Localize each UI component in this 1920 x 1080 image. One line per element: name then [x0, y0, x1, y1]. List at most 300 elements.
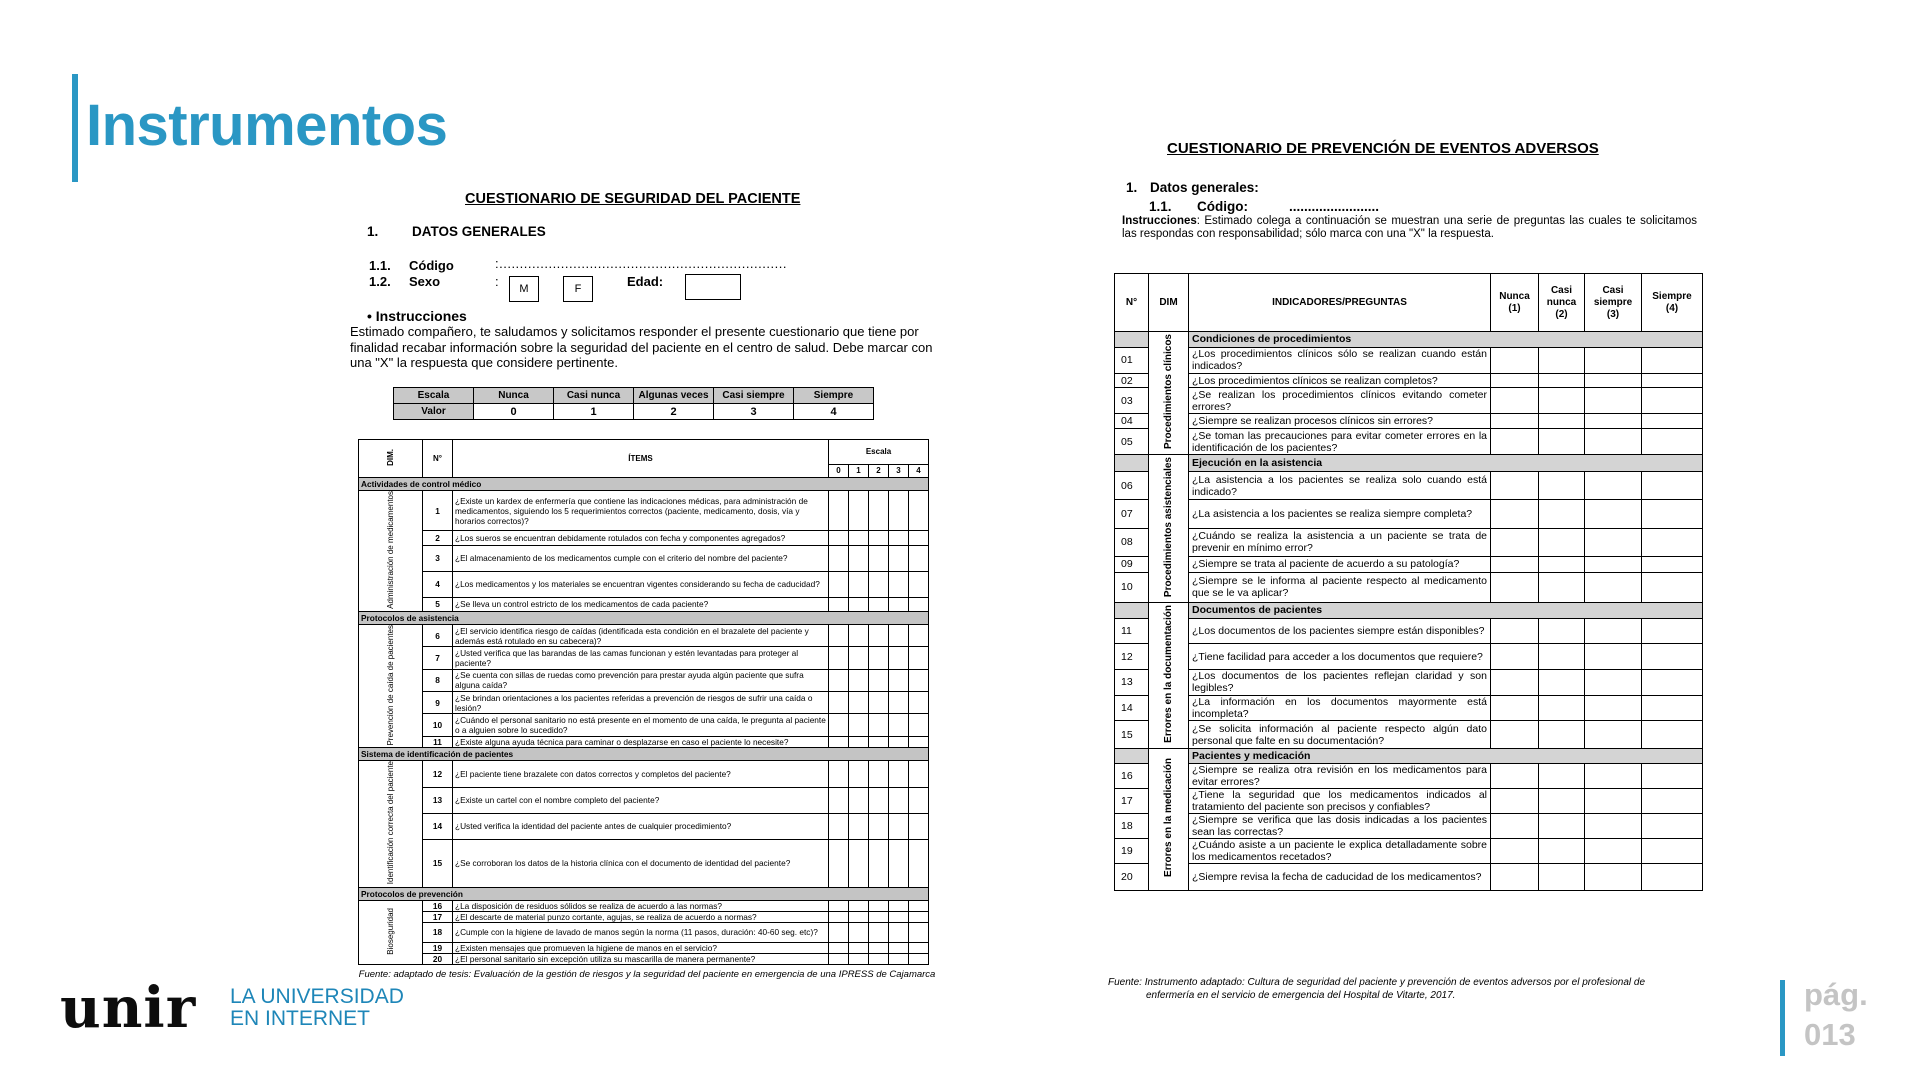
- item-question: ¿Los procedimientos clínicos se realizan completos?: [1189, 373, 1491, 388]
- answer-cell[interactable]: [909, 545, 929, 571]
- answer-cell[interactable]: [1539, 556, 1585, 572]
- answer-cell[interactable]: [889, 647, 909, 669]
- answer-cell[interactable]: [1491, 669, 1539, 695]
- answer-cell[interactable]: [869, 900, 889, 911]
- answer-cell[interactable]: [1491, 388, 1539, 414]
- answer-cell[interactable]: [889, 942, 909, 953]
- answer-cell[interactable]: [889, 624, 909, 646]
- answer-cell[interactable]: [1642, 618, 1703, 644]
- answer-cell[interactable]: [909, 624, 929, 646]
- answer-cell[interactable]: [849, 813, 869, 839]
- answer-cell[interactable]: [849, 953, 869, 964]
- right-source-line1: Fuente: Instrumento adaptado: Cultura de seguridad del paciente y prevención de eventos adversos por el profesional de: [1108, 977, 1646, 988]
- left-code-number: 1.1.: [369, 258, 391, 273]
- answer-cell[interactable]: [1491, 813, 1539, 838]
- item-number: 8: [423, 669, 453, 691]
- answer-cell[interactable]: [1642, 863, 1703, 890]
- answer-cell[interactable]: [829, 911, 849, 922]
- answer-cell[interactable]: [909, 647, 929, 669]
- answer-cell[interactable]: [869, 942, 889, 953]
- answer-cell[interactable]: [889, 839, 909, 887]
- right-col-casi-nunca: Casi nunca (2): [1539, 274, 1585, 332]
- item-number: 11: [1115, 618, 1149, 644]
- dimension-label: Errores en la documentación: [1162, 605, 1174, 743]
- answer-cell[interactable]: [1539, 644, 1585, 670]
- item-number: 1: [423, 491, 453, 531]
- answer-cell[interactable]: [1539, 500, 1585, 528]
- item-question: ¿Existe un kardex de enfermería que contiene las indicaciones médicas, para administración de medicamentos, siguiendo los 5 requerimientos correctos (paciente, medicamento, dosis, vía y horarios correctos)?: [453, 491, 829, 531]
- group-title: Protocolos de asistencia: [359, 611, 929, 624]
- item-question: ¿Cumple con la higiene de lavado de manos según la norma (11 pasos, duración: 40-60 seg. etc)?: [453, 922, 829, 942]
- item-question: ¿Se corroboran los datos de la historia clínica con el documento de identidad del paciente?: [453, 839, 829, 887]
- answer-cell[interactable]: [849, 942, 869, 953]
- right-doc-title: CUESTIONARIO DE PREVENCIÓN DE EVENTOS ADVERSOS: [1167, 140, 1599, 157]
- right-source-line2: enfermería en el servicio de emergencia del Hospital de Vitarte, 2017.: [1146, 990, 1456, 1001]
- answer-cell[interactable]: [829, 953, 849, 964]
- item-number: 12: [423, 761, 453, 787]
- answer-cell[interactable]: [1539, 428, 1585, 454]
- scale-header: Nunca: [474, 388, 554, 404]
- answer-cell[interactable]: [1539, 813, 1585, 838]
- answer-cell[interactable]: [869, 787, 889, 813]
- answer-cell[interactable]: [829, 787, 849, 813]
- answer-cell[interactable]: [869, 597, 889, 611]
- right-col-dim: DIM: [1149, 274, 1189, 332]
- answer-cell[interactable]: [1642, 472, 1703, 500]
- item-number: 11: [423, 736, 453, 748]
- group-row: [359, 478, 929, 491]
- table-row: [359, 900, 929, 911]
- right-col-num: N°: [1115, 274, 1149, 332]
- item-question: ¿Se cuenta con sillas de ruedas como prevención para prestar ayuda algún paciente que sufra alguna caída?: [453, 669, 829, 691]
- answer-cell[interactable]: [1539, 618, 1585, 644]
- answer-cell[interactable]: [829, 491, 849, 531]
- table-row: [359, 624, 929, 646]
- answer-cell[interactable]: [889, 669, 909, 691]
- answer-cell[interactable]: [1539, 572, 1585, 603]
- answer-cell[interactable]: [1491, 572, 1539, 603]
- answer-cell[interactable]: [1642, 373, 1703, 388]
- answer-cell[interactable]: [889, 714, 909, 736]
- slide-title: Instrumentos: [86, 93, 448, 158]
- scale-col-header: 2: [869, 465, 889, 478]
- answer-cell[interactable]: [1491, 763, 1539, 788]
- answer-cell[interactable]: [1642, 500, 1703, 528]
- item-question: ¿Siempre se realizan procesos clínicos sin errores?: [1189, 414, 1491, 429]
- dimension-cell: [1149, 748, 1189, 890]
- scale-value: 1: [554, 404, 634, 420]
- answer-cell[interactable]: [889, 736, 909, 748]
- answer-cell[interactable]: [889, 787, 909, 813]
- table-row: [359, 911, 929, 922]
- answer-cell[interactable]: [849, 911, 869, 922]
- scale-value: 4: [794, 404, 874, 420]
- answer-cell[interactable]: [869, 761, 889, 787]
- answer-cell[interactable]: [1642, 556, 1703, 572]
- answer-cell[interactable]: [849, 597, 869, 611]
- answer-cell[interactable]: [1585, 721, 1642, 749]
- group-spacer: [1115, 748, 1149, 763]
- table-row: [359, 813, 929, 839]
- answer-cell[interactable]: [1539, 373, 1585, 388]
- answer-cell[interactable]: [1491, 472, 1539, 500]
- right-col-nunca: Nunca (1): [1491, 274, 1539, 332]
- answer-cell[interactable]: [869, 911, 889, 922]
- answer-cell[interactable]: [829, 813, 849, 839]
- answer-cell[interactable]: [869, 545, 889, 571]
- answer-cell[interactable]: [869, 571, 889, 597]
- answer-cell[interactable]: [1539, 763, 1585, 788]
- answer-cell[interactable]: [909, 491, 929, 531]
- answer-cell[interactable]: [869, 714, 889, 736]
- answer-cell[interactable]: [1585, 373, 1642, 388]
- answer-cell[interactable]: [1491, 863, 1539, 890]
- dimension-label: Errores en la medicación: [1162, 758, 1174, 878]
- right-col-casi-siempre: Casi siempre (3): [1585, 274, 1642, 332]
- answer-cell[interactable]: [1491, 721, 1539, 749]
- answer-cell[interactable]: [909, 761, 929, 787]
- answer-cell[interactable]: [909, 813, 929, 839]
- group-title: Pacientes y medicación: [1189, 748, 1703, 763]
- answer-cell[interactable]: [1585, 763, 1642, 788]
- answer-cell[interactable]: [829, 922, 849, 942]
- answer-cell[interactable]: [849, 900, 869, 911]
- answer-cell[interactable]: [1491, 788, 1539, 813]
- answer-cell[interactable]: [1642, 721, 1703, 749]
- group-row: [1115, 332, 1703, 348]
- answer-cell[interactable]: [829, 714, 849, 736]
- answer-cell[interactable]: [829, 761, 849, 787]
- answer-cell[interactable]: [889, 813, 909, 839]
- item-number: 20: [423, 953, 453, 964]
- answer-cell[interactable]: [1642, 788, 1703, 813]
- answer-cell[interactable]: [829, 900, 849, 911]
- answer-cell[interactable]: [1585, 572, 1642, 603]
- item-question: ¿La asistencia a los pacientes se realiza solo cuando está indicado?: [1189, 472, 1491, 500]
- answer-cell[interactable]: [909, 942, 929, 953]
- table-row: [359, 491, 929, 531]
- item-number: 6: [423, 624, 453, 646]
- answer-cell[interactable]: [1539, 528, 1585, 556]
- col-items-header: ÍTEMS: [453, 440, 829, 478]
- answer-cell[interactable]: [869, 491, 889, 531]
- answer-cell[interactable]: [829, 531, 849, 545]
- dimension-label: Prevención de caída de pacientes: [385, 624, 395, 746]
- answer-cell[interactable]: [1585, 644, 1642, 670]
- answer-cell[interactable]: [849, 736, 869, 748]
- answer-cell[interactable]: [889, 911, 909, 922]
- group-spacer: [1115, 603, 1149, 618]
- answer-cell[interactable]: [889, 761, 909, 787]
- answer-cell[interactable]: [889, 691, 909, 713]
- table-row: [1115, 695, 1703, 721]
- answer-cell[interactable]: [889, 571, 909, 597]
- sex-f-box: F: [563, 276, 593, 302]
- group-row: [1115, 603, 1703, 618]
- answer-cell[interactable]: [849, 691, 869, 713]
- table-row: [1115, 414, 1703, 429]
- answer-cell[interactable]: [1539, 388, 1585, 414]
- answer-cell[interactable]: [1491, 695, 1539, 721]
- item-number: 15: [423, 839, 453, 887]
- item-question: ¿Siempre se le informa al paciente respecto al medicamento que se le va aplicar?: [1189, 572, 1491, 603]
- group-spacer: [1115, 332, 1149, 348]
- answer-cell[interactable]: [889, 491, 909, 531]
- item-number: 06: [1115, 472, 1149, 500]
- item-question: ¿El personal sanitario sin excepción utiliza su mascarilla de manera permanente?: [453, 953, 829, 964]
- answer-cell[interactable]: [1491, 556, 1539, 572]
- answer-cell[interactable]: [1585, 528, 1642, 556]
- group-title: Sistema de identificación de pacientes: [359, 748, 929, 761]
- answer-cell[interactable]: [1642, 528, 1703, 556]
- answer-cell[interactable]: [849, 571, 869, 597]
- answer-cell[interactable]: [829, 839, 849, 887]
- scale-header: Casi nunca: [554, 388, 634, 404]
- answer-cell[interactable]: [1491, 838, 1539, 863]
- answer-cell[interactable]: [909, 669, 929, 691]
- item-number: 13: [423, 787, 453, 813]
- answer-cell[interactable]: [909, 787, 929, 813]
- answer-cell[interactable]: [889, 597, 909, 611]
- answer-cell[interactable]: [849, 761, 869, 787]
- answer-cell[interactable]: [869, 669, 889, 691]
- left-section-number: 1.: [367, 224, 379, 239]
- answer-cell[interactable]: [1642, 388, 1703, 414]
- table-row: [1115, 572, 1703, 603]
- logo-tagline-line2: EN INTERNET: [230, 1007, 371, 1030]
- answer-cell[interactable]: [849, 647, 869, 669]
- item-question: ¿Existe alguna ayuda técnica para caminar o desplazarse en caso el paciente lo necesite?: [453, 736, 829, 748]
- answer-cell[interactable]: [1539, 669, 1585, 695]
- answer-cell[interactable]: [869, 813, 889, 839]
- table-row: [359, 787, 929, 813]
- answer-cell[interactable]: [1642, 669, 1703, 695]
- group-title: Protocolos de prevención: [359, 887, 929, 900]
- answer-cell[interactable]: [1491, 528, 1539, 556]
- scale-value: 3: [714, 404, 794, 420]
- table-row: [359, 691, 929, 713]
- left-sex-colon: :: [495, 274, 499, 289]
- answer-cell[interactable]: [1585, 788, 1642, 813]
- item-question: ¿Se realizan los procedimientos clínicos evitando cometer errores?: [1189, 388, 1491, 414]
- answer-cell[interactable]: [829, 624, 849, 646]
- answer-cell[interactable]: [909, 597, 929, 611]
- answer-cell[interactable]: [849, 787, 869, 813]
- answer-cell[interactable]: [1539, 838, 1585, 863]
- left-section-label: DATOS GENERALES: [412, 224, 546, 239]
- item-number: 01: [1115, 347, 1149, 373]
- answer-cell[interactable]: [1539, 721, 1585, 749]
- item-question: ¿Los procedimientos clínicos sólo se realizan cuando están indicados?: [1189, 347, 1491, 373]
- table-row: [359, 647, 929, 669]
- answer-cell[interactable]: [1585, 618, 1642, 644]
- answer-cell[interactable]: [849, 545, 869, 571]
- table-row: [1115, 788, 1703, 813]
- item-question: ¿Existe un cartel con el nombre completo del paciente?: [453, 787, 829, 813]
- dimension-label: Administración de medicamentos: [385, 491, 395, 609]
- answer-cell[interactable]: [909, 900, 929, 911]
- answer-cell[interactable]: [1539, 414, 1585, 429]
- answer-cell[interactable]: [829, 669, 849, 691]
- answer-cell[interactable]: [1539, 347, 1585, 373]
- answer-cell[interactable]: [849, 531, 869, 545]
- right-instructions-label: Instrucciones: [1122, 215, 1197, 227]
- answer-cell[interactable]: [889, 531, 909, 545]
- answer-cell[interactable]: [1585, 695, 1642, 721]
- answer-cell[interactable]: [909, 839, 929, 887]
- answer-cell[interactable]: [849, 669, 869, 691]
- answer-cell[interactable]: [1585, 388, 1642, 414]
- item-question: ¿Existen mensajes que promueven la higiene de manos en el servicio?: [453, 942, 829, 953]
- answer-cell[interactable]: [909, 714, 929, 736]
- answer-cell[interactable]: [909, 571, 929, 597]
- answer-cell[interactable]: [1539, 472, 1585, 500]
- item-question: ¿Cuándo se realiza la asistencia a un paciente se trata de prevenir en mínimo error?: [1189, 528, 1491, 556]
- answer-cell[interactable]: [1585, 472, 1642, 500]
- table-row: [1115, 618, 1703, 644]
- item-question: ¿Tiene la seguridad que los medicamentos indicados al tratamiento del paciente son precisos y confiables?: [1189, 788, 1491, 813]
- table-row: [1115, 373, 1703, 388]
- logo-tagline: [230, 986, 430, 1030]
- scale-col-header: 0: [829, 465, 849, 478]
- answer-cell[interactable]: [1642, 428, 1703, 454]
- answer-cell[interactable]: [849, 624, 869, 646]
- item-number: 07: [1115, 500, 1149, 528]
- answer-cell[interactable]: [829, 647, 849, 669]
- table-row: [359, 761, 929, 787]
- answer-cell[interactable]: [829, 736, 849, 748]
- answer-cell[interactable]: [1491, 347, 1539, 373]
- answer-cell[interactable]: [869, 624, 889, 646]
- answer-cell[interactable]: [889, 545, 909, 571]
- table-row: [1115, 347, 1703, 373]
- answer-cell[interactable]: [1585, 838, 1642, 863]
- answer-cell[interactable]: [829, 597, 849, 611]
- answer-cell[interactable]: [1642, 414, 1703, 429]
- item-question: ¿Siempre se verifica que las dosis indicadas a los pacientes sean las correctas?: [1189, 813, 1491, 838]
- answer-cell[interactable]: [909, 691, 929, 713]
- answer-cell[interactable]: [1642, 695, 1703, 721]
- answer-cell[interactable]: [1585, 414, 1642, 429]
- table-row: [1115, 721, 1703, 749]
- answer-cell[interactable]: [909, 736, 929, 748]
- answer-cell[interactable]: [829, 571, 849, 597]
- answer-cell[interactable]: [909, 953, 929, 964]
- answer-cell[interactable]: [1585, 500, 1642, 528]
- answer-cell[interactable]: [869, 922, 889, 942]
- item-number: 15: [1115, 721, 1149, 749]
- answer-cell[interactable]: [849, 714, 869, 736]
- answer-cell[interactable]: [869, 736, 889, 748]
- left-code-label: Código: [409, 258, 454, 273]
- answer-cell[interactable]: [869, 953, 889, 964]
- title-accent-bar: [72, 74, 78, 182]
- left-source-note: Fuente: adaptado de tesis: Evaluación de la gestión de riesgos y la seguridad del paciente en emergencia de una IPRESS de Cajamarca: [358, 969, 936, 980]
- answer-cell[interactable]: [1585, 669, 1642, 695]
- answer-cell[interactable]: [1585, 347, 1642, 373]
- answer-cell[interactable]: [909, 922, 929, 942]
- answer-cell[interactable]: [1642, 763, 1703, 788]
- answer-cell[interactable]: [889, 953, 909, 964]
- group-title: Condiciones de procedimientos: [1189, 332, 1703, 348]
- answer-cell[interactable]: [1585, 556, 1642, 572]
- answer-cell[interactable]: [1539, 788, 1585, 813]
- value-row-label: Valor: [394, 404, 474, 420]
- answer-cell[interactable]: [869, 691, 889, 713]
- answer-cell[interactable]: [869, 839, 889, 887]
- sex-m-box: M: [509, 276, 539, 302]
- answer-cell[interactable]: [869, 531, 889, 545]
- answer-cell[interactable]: [1491, 618, 1539, 644]
- scale-header: Siempre: [794, 388, 874, 404]
- item-number: 4: [423, 571, 453, 597]
- answer-cell[interactable]: [1585, 813, 1642, 838]
- scale-table: [393, 387, 874, 420]
- item-number: 14: [1115, 695, 1149, 721]
- item-question: ¿Los sueros se encuentran debidamente rotulados con fecha y componentes agregados?: [453, 531, 829, 545]
- table-row: [1115, 644, 1703, 670]
- answer-cell[interactable]: [829, 691, 849, 713]
- answer-cell[interactable]: [1491, 373, 1539, 388]
- item-question: ¿Los documentos de los pacientes siempre están disponibles?: [1189, 618, 1491, 644]
- left-items-table: [358, 439, 929, 965]
- item-number: 09: [1115, 556, 1149, 572]
- answer-cell[interactable]: [1539, 695, 1585, 721]
- right-d1-label: Datos generales:: [1150, 180, 1259, 195]
- left-section-heading: [367, 224, 546, 239]
- answer-cell[interactable]: [889, 900, 909, 911]
- answer-cell[interactable]: [889, 922, 909, 942]
- answer-cell[interactable]: [1642, 572, 1703, 603]
- right-code-field: [1149, 199, 1379, 214]
- page-label: pág.: [1804, 977, 1868, 1012]
- answer-cell[interactable]: [1642, 347, 1703, 373]
- table-row: [359, 839, 929, 887]
- answer-cell[interactable]: [1539, 863, 1585, 890]
- item-question: ¿Cuándo el personal sanitario no está presente en el momento de una caída, le pregunta al paciente o a alguien sobre lo sucedido?: [453, 714, 829, 736]
- item-number: 2: [423, 531, 453, 545]
- answer-cell[interactable]: [869, 647, 889, 669]
- answer-cell[interactable]: [1585, 863, 1642, 890]
- answer-cell[interactable]: [849, 839, 869, 887]
- answer-cell[interactable]: [1491, 414, 1539, 429]
- answer-cell[interactable]: [1642, 838, 1703, 863]
- answer-cell[interactable]: [849, 922, 869, 942]
- table-row: [359, 545, 929, 571]
- right-code-dots: ........................: [1289, 199, 1380, 214]
- dimension-cell: [359, 624, 423, 748]
- group-title: Ejecución en la asistencia: [1189, 455, 1703, 472]
- answer-cell[interactable]: [1491, 500, 1539, 528]
- answer-cell[interactable]: [829, 545, 849, 571]
- answer-cell[interactable]: [909, 911, 929, 922]
- dimension-cell: [1149, 603, 1189, 749]
- answer-cell[interactable]: [1642, 644, 1703, 670]
- dimension-cell: [359, 761, 423, 887]
- table-row: [1115, 838, 1703, 863]
- answer-cell[interactable]: [1585, 428, 1642, 454]
- dimension-cell: [1149, 455, 1189, 603]
- group-row: [1115, 455, 1703, 472]
- answer-cell[interactable]: [849, 491, 869, 531]
- answer-cell[interactable]: [1491, 644, 1539, 670]
- logo-tagline-line1: LA UNIVERSIDAD: [230, 985, 404, 1008]
- answer-cell[interactable]: [909, 531, 929, 545]
- answer-cell[interactable]: [829, 942, 849, 953]
- answer-cell[interactable]: [1642, 813, 1703, 838]
- answer-cell[interactable]: [1491, 428, 1539, 454]
- group-spacer: [1115, 455, 1149, 472]
